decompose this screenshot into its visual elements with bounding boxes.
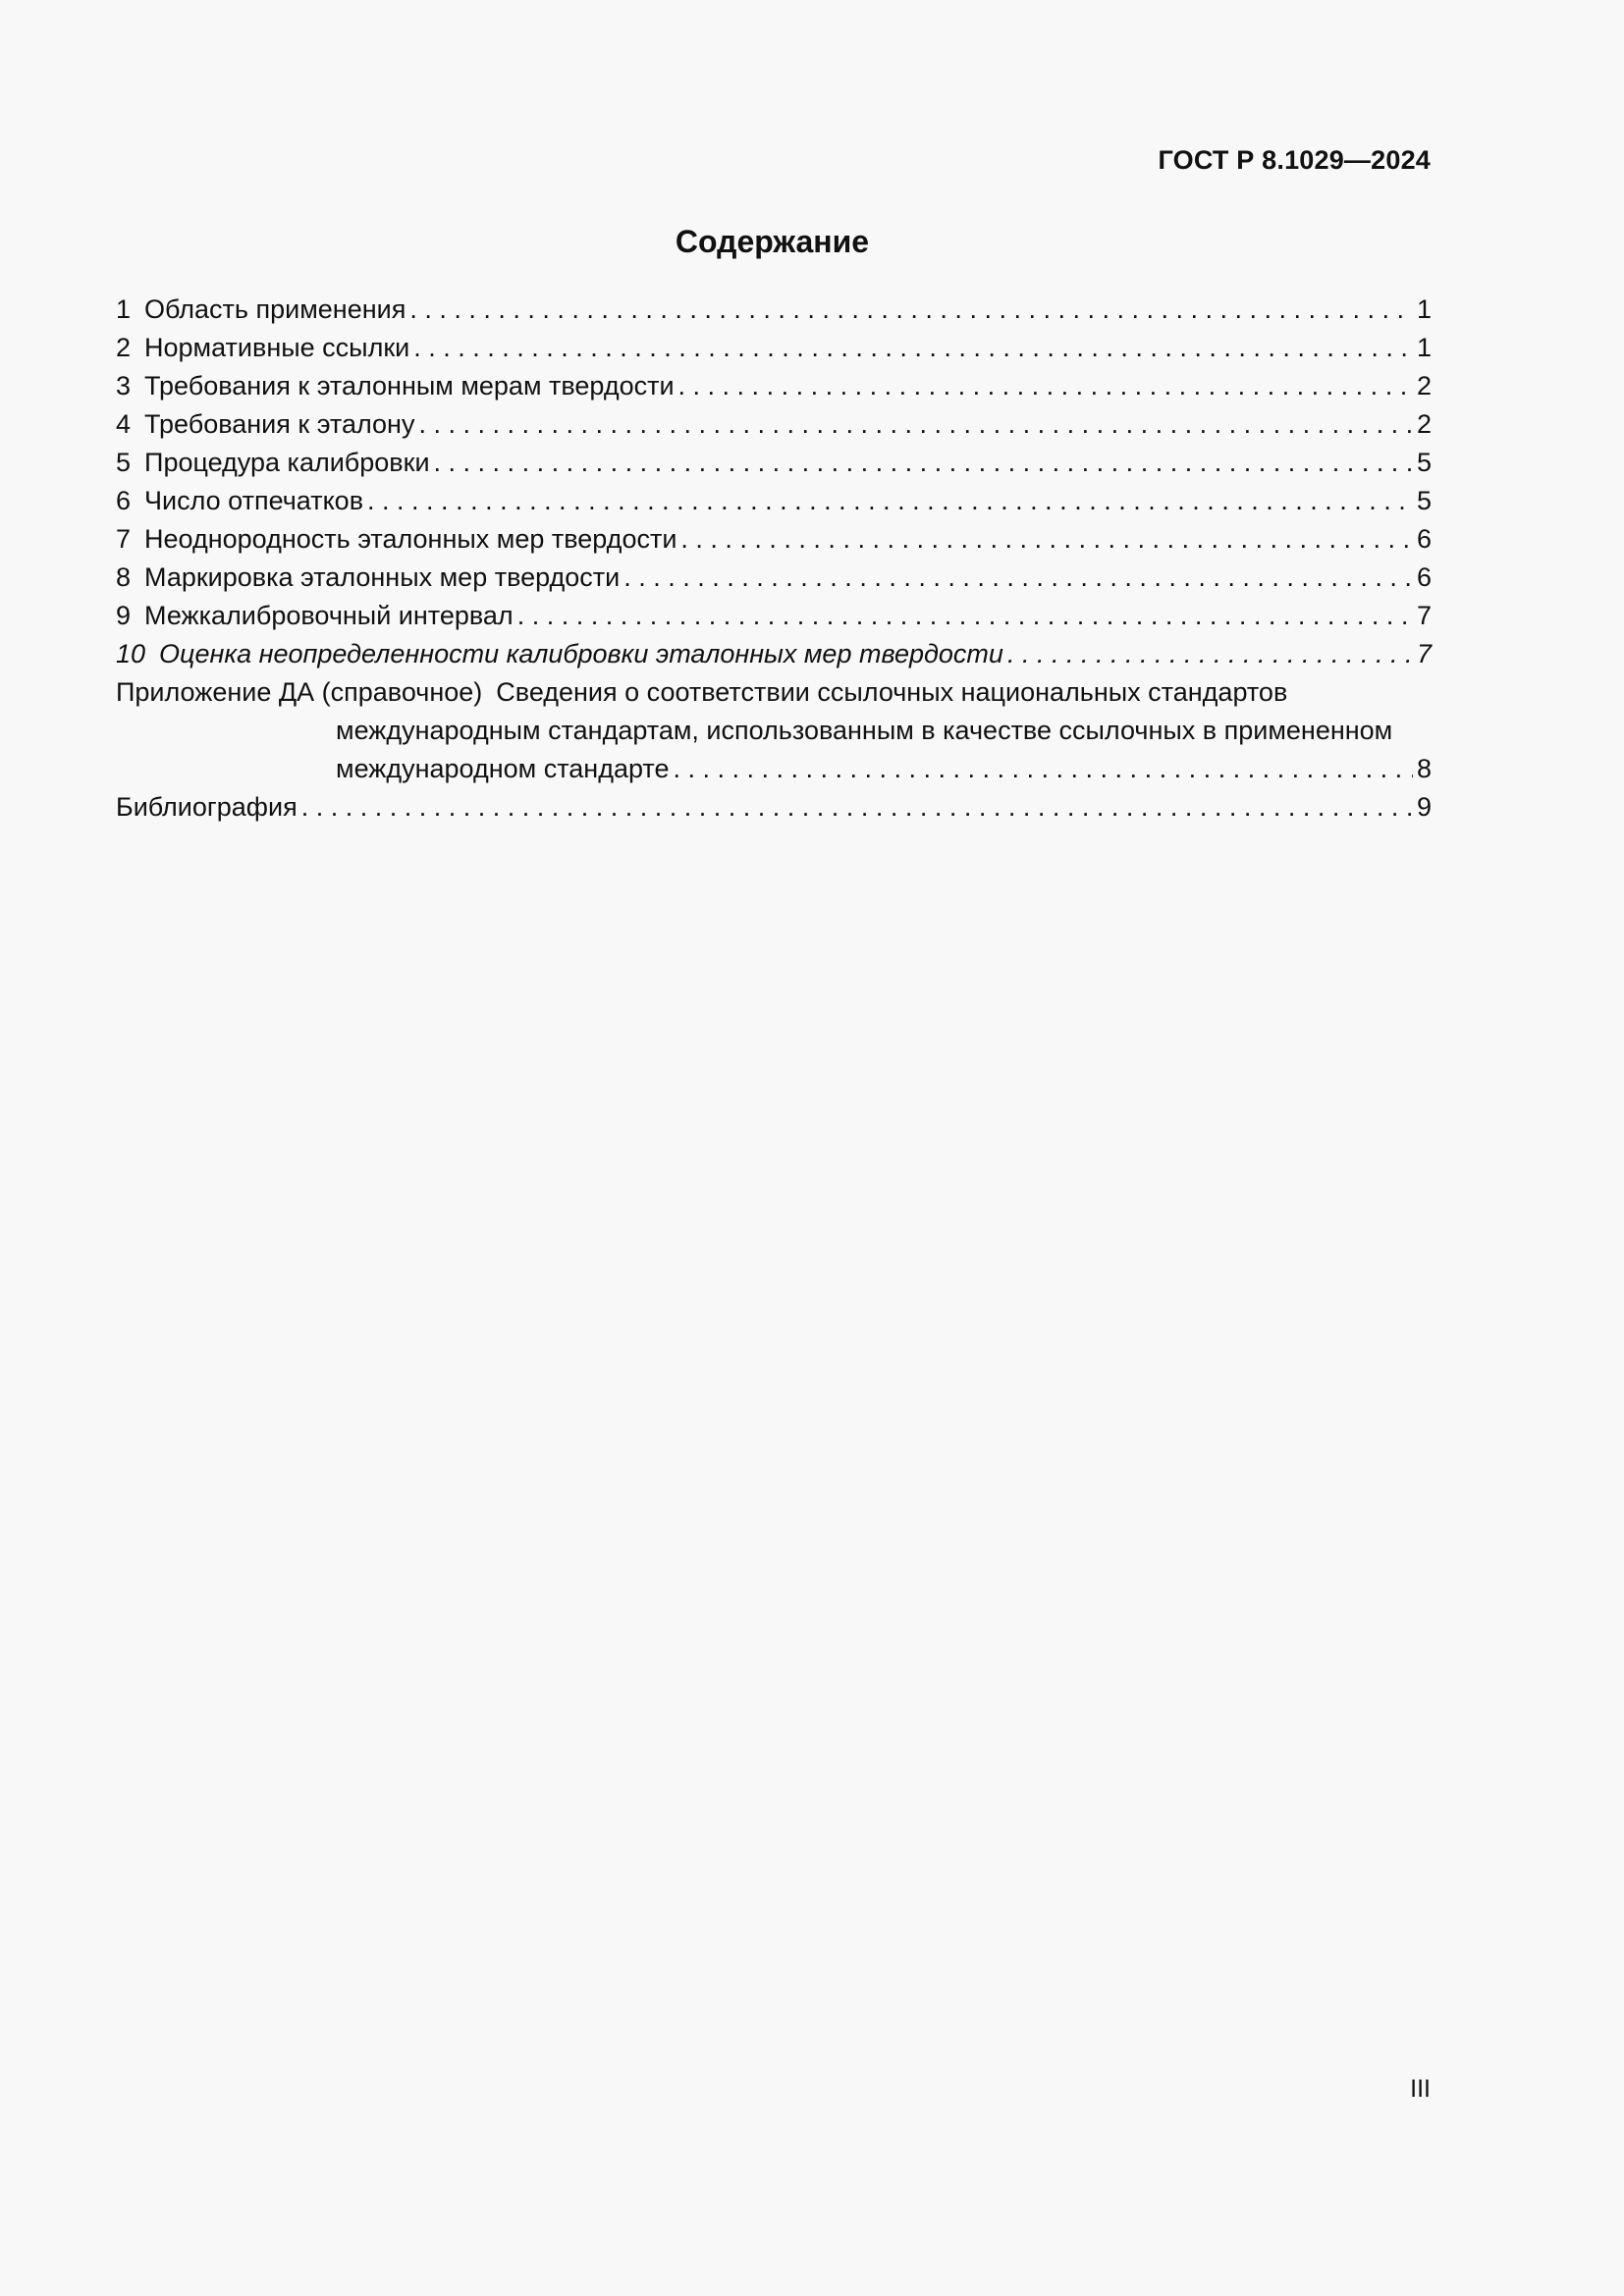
toc-leader-dots: [409, 291, 1413, 329]
toc-leader-dots: [1007, 635, 1413, 673]
toc-item-page: 5: [1416, 448, 1432, 477]
toc-item-page: 8: [1416, 754, 1432, 783]
toc-item-1[interactable]: [116, 291, 1432, 329]
toc-appendix[interactable]: [116, 673, 1432, 788]
toc-leader-dots: [680, 520, 1413, 559]
table-of-contents: [116, 291, 1432, 827]
toc-item-6[interactable]: [116, 482, 1432, 520]
document-code: ГОСТ Р 8.1029—2024: [1158, 145, 1431, 175]
toc-item-title: Требования к эталону: [144, 409, 415, 439]
toc-leader-dots: [413, 329, 1413, 367]
toc-leader-dots: [673, 750, 1413, 788]
toc-item-page: 2: [1416, 409, 1432, 439]
toc-item-page: 5: [1416, 486, 1432, 515]
toc-leader-dots: [623, 559, 1413, 597]
toc-leader-dots: [678, 367, 1413, 405]
toc-item-5[interactable]: [116, 444, 1432, 482]
toc-appendix-label: Приложение ДА (справочное): [116, 677, 483, 707]
toc-item-title: Нормативные ссылки: [144, 333, 410, 362]
toc-item-number: 2: [116, 333, 132, 362]
toc-item-3[interactable]: [116, 367, 1432, 405]
toc-item-number: 9: [116, 601, 132, 630]
toc-item-4[interactable]: [116, 405, 1432, 444]
toc-item-number: 8: [116, 562, 132, 592]
toc-item-2[interactable]: [116, 329, 1432, 367]
toc-appendix-title-line2: международным стандартам, использованным в качестве ссылочных в примененном: [336, 716, 1393, 745]
toc-item-title: Библиография: [116, 792, 298, 822]
toc-item-10[interactable]: [116, 635, 1432, 673]
toc-item-number: 3: [116, 371, 132, 400]
toc-item-title: Межкалибровочный интервал: [144, 601, 514, 630]
toc-leader-dots: [367, 482, 1413, 520]
toc-item-9[interactable]: [116, 597, 1432, 635]
toc-appendix-last-line: [116, 750, 1432, 788]
toc-leader-dots: [301, 788, 1413, 827]
toc-item-page: 6: [1416, 524, 1432, 554]
toc-item-page: 7: [1416, 639, 1432, 668]
toc-leader-dots: [418, 405, 1413, 444]
toc-item-title: Маркировка эталонных мер твердости: [144, 562, 621, 592]
toc-item-page: 6: [1416, 562, 1432, 592]
toc-item-number: 1: [116, 294, 132, 324]
toc-leader-dots: [434, 444, 1413, 482]
toc-item-page: 1: [1416, 333, 1432, 362]
toc-item-page: 9: [1416, 792, 1432, 822]
toc-appendix-first-line: [116, 673, 1432, 712]
toc-item-number: 6: [116, 486, 132, 515]
toc-item-title: Оценка неопределенности калибровки эталонных мер твердости: [159, 639, 1003, 668]
toc-item-number: 10: [116, 639, 146, 668]
toc-appendix-title-line1: Сведения о соответствии ссылочных национальных стандартов: [496, 677, 1288, 707]
toc-item-title: Процедура калибровки: [144, 448, 430, 477]
toc-item-8[interactable]: [116, 559, 1432, 597]
toc-item-page: 1: [1416, 294, 1432, 324]
toc-leader-dots: [517, 597, 1413, 635]
toc-item-title: Область применения: [144, 294, 406, 324]
toc-item-page: 7: [1416, 601, 1432, 630]
toc-bibliography[interactable]: [116, 788, 1432, 827]
toc-item-7[interactable]: [116, 520, 1432, 559]
toc-item-title: Требования к эталонным мерам твердости: [144, 371, 675, 400]
toc-item-number: 4: [116, 409, 132, 439]
toc-item-number: 5: [116, 448, 132, 477]
toc-title: Содержание: [675, 224, 870, 259]
toc-item-title: Число отпечатков: [144, 486, 364, 515]
toc-appendix-title-line3: международном стандарте: [336, 754, 670, 783]
toc-item-title: Неоднородность эталонных мер твердости: [144, 524, 677, 554]
toc-item-page: 2: [1416, 371, 1432, 400]
toc-item-number: 7: [116, 524, 132, 554]
page-number: III: [1410, 2075, 1431, 2103]
